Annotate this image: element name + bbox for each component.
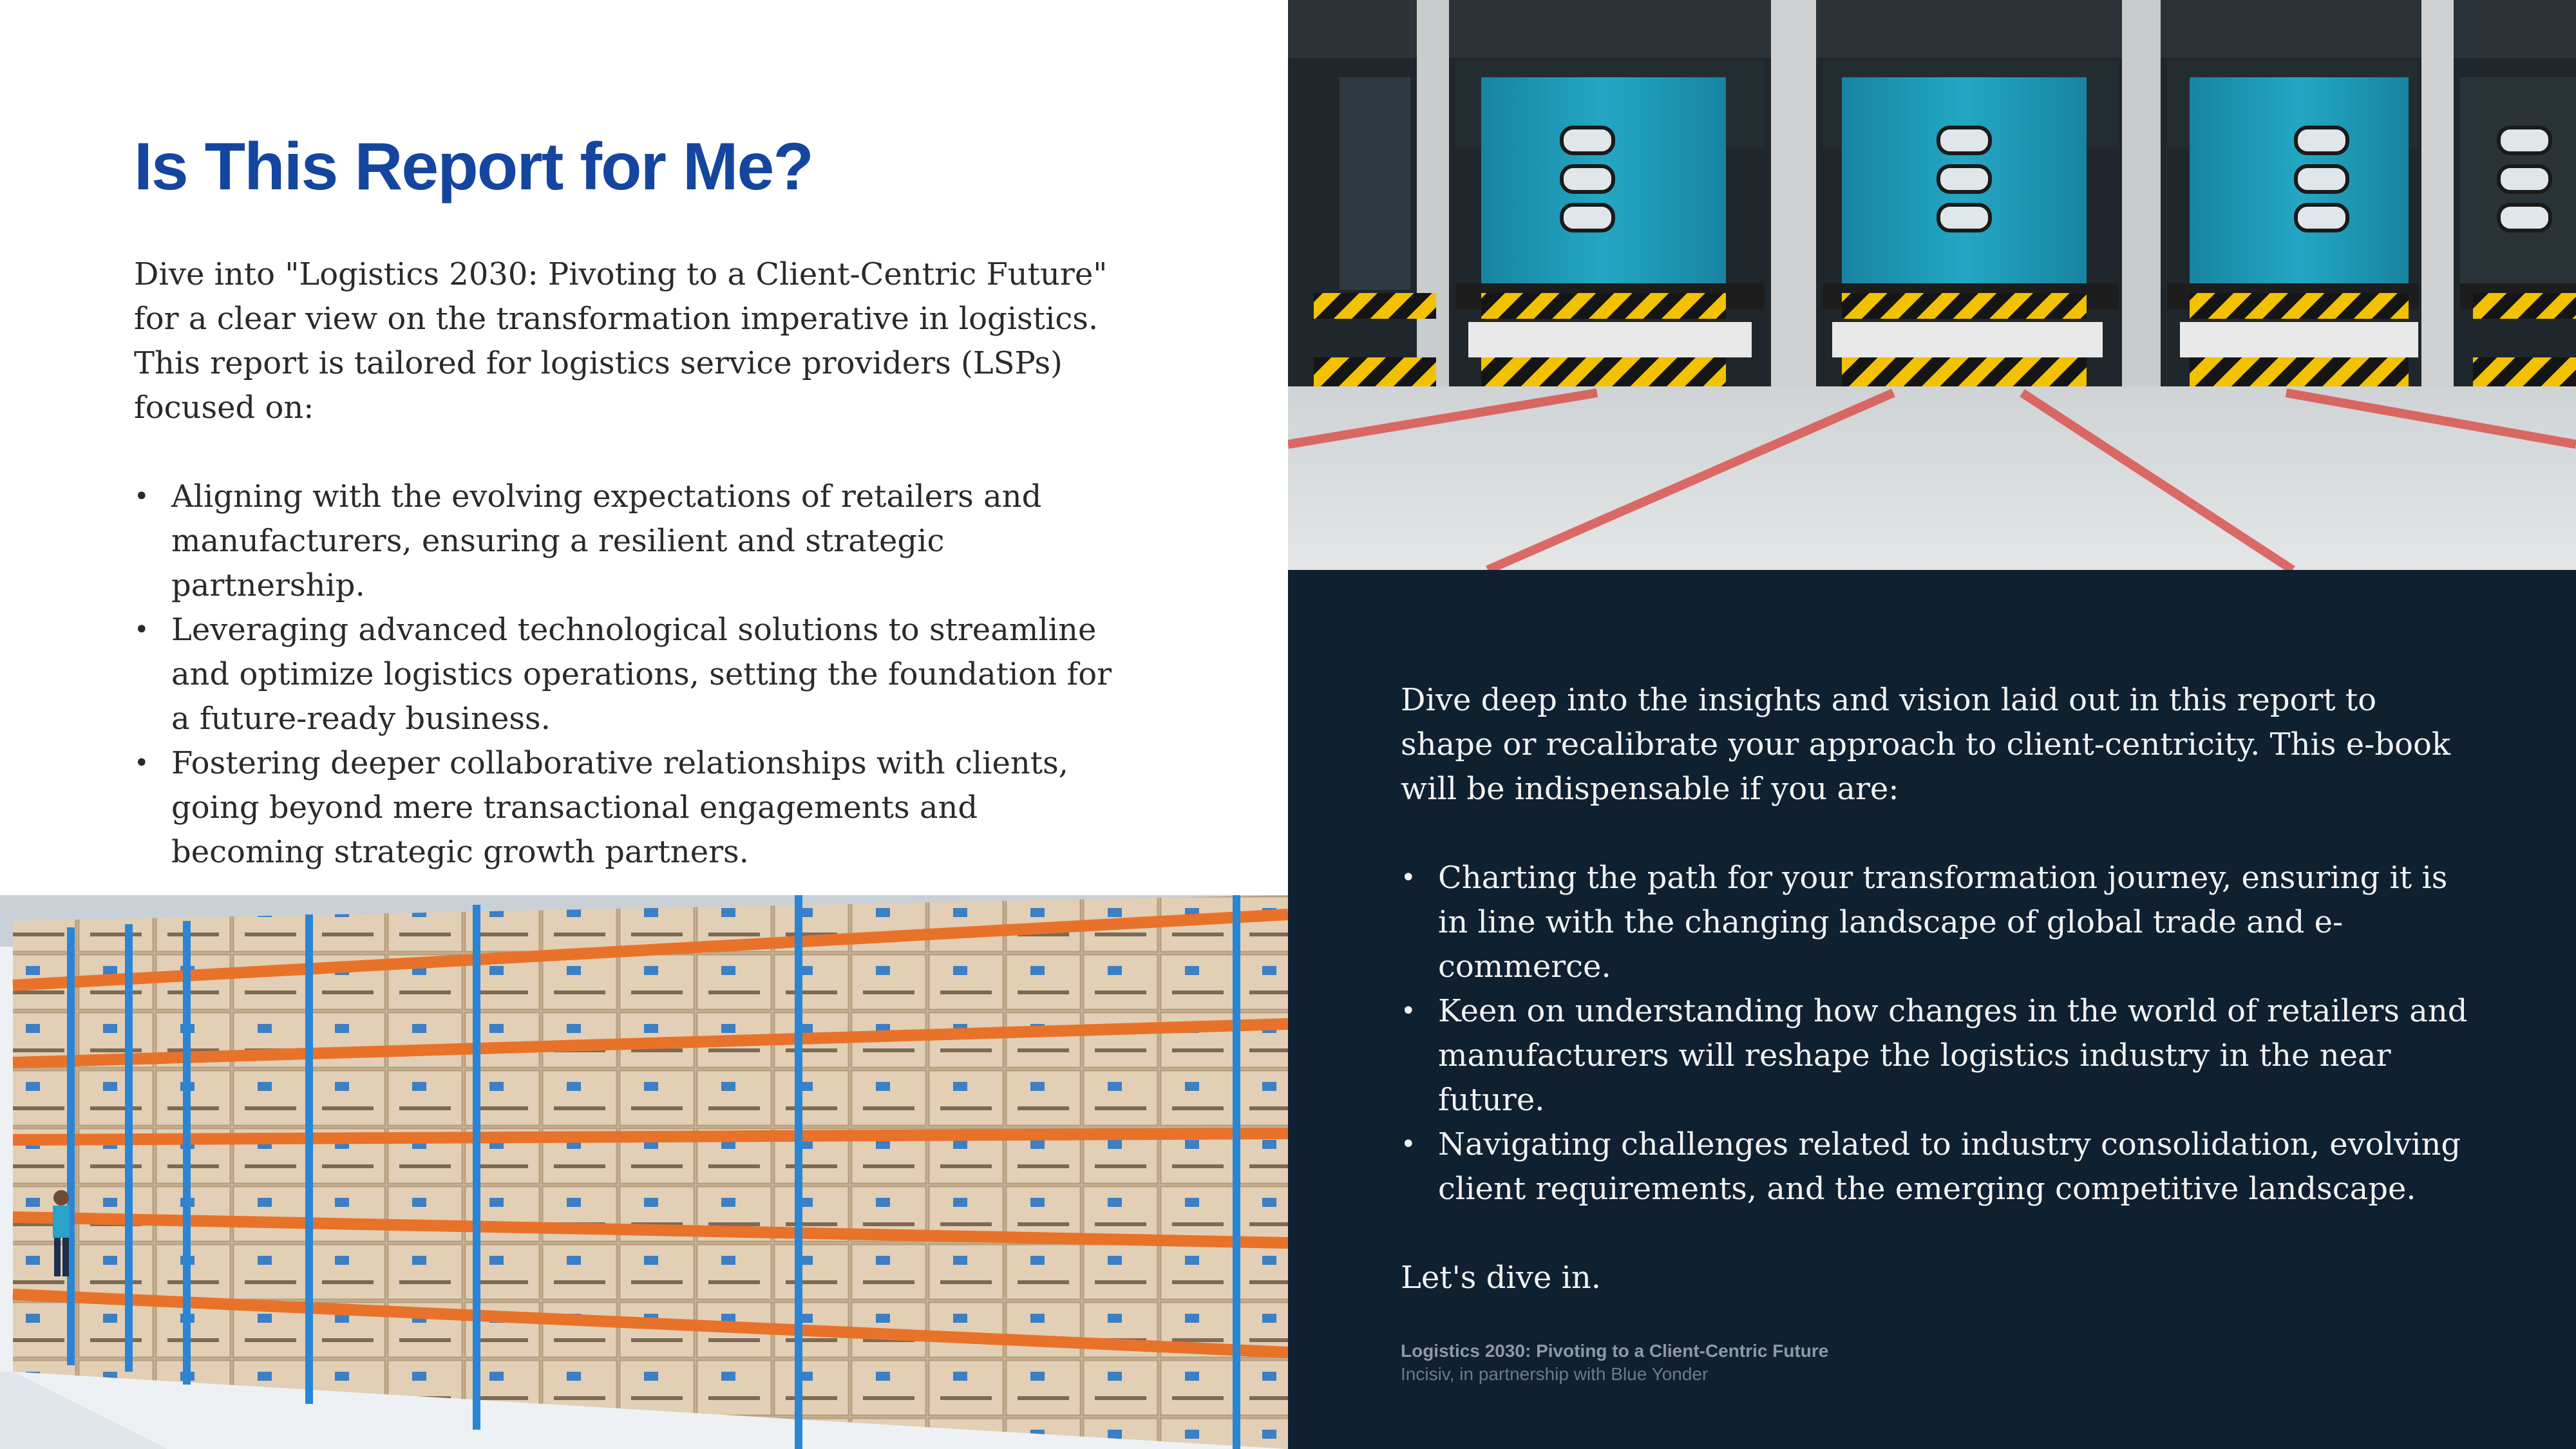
bullet-icon: •	[1401, 863, 1416, 893]
closing-line: Let's dive in.	[1401, 1260, 1602, 1296]
audience-bullet-list	[1401, 856, 2470, 1211]
bullet-icon: •	[1401, 996, 1416, 1026]
focus-bullet-list	[134, 475, 1126, 875]
loading-docks-photo	[1288, 0, 2576, 570]
bullet-item: • Aligning with the evolving expectations of retailers and manufacturers, ensuring a resilient and strategic partnership.	[134, 475, 1126, 608]
details-body	[1401, 678, 2470, 1300]
intro-body	[134, 252, 1126, 875]
intro-panel	[0, 0, 1288, 895]
footer-subtitle: Incisiv, in partnership with Blue Yonder	[1401, 1364, 1709, 1384]
intro-paragraph: Dive into "Logistics 2030: Pivoting to a Client-Centric Future" for a clear view on the transformation imperative in logistics. This report is tailored for logistics service providers (LSPs) focused on:	[134, 256, 1108, 426]
details-paragraph: Dive deep into the insights and vision laid out in this report to shape or recalibrate your approach to client-centricity. This e-book will be indispensable if you are:	[1401, 682, 2451, 807]
warehouse-shelves-photo	[0, 895, 1288, 1449]
bullet-icon: •	[134, 482, 149, 511]
bullet-item: • Charting the path for your transformation journey, ensuring it is in line with the changing landscape of global trade and e-commerce.	[1401, 856, 2470, 989]
bullet-item: • Fostering deeper collaborative relationships with clients, going beyond mere transactional engagements and becoming strategic growth partners.	[134, 741, 1126, 875]
report-footer	[1401, 1340, 1828, 1386]
bullet-item: • Leveraging advanced technological solutions to streamline and optimize logistics operations, setting the foundation for a future-ready business.	[134, 608, 1126, 741]
page-title: Is This Report for Me?	[134, 129, 813, 204]
bullet-icon: •	[134, 615, 149, 645]
bullet-icon: •	[1401, 1130, 1416, 1159]
footer-title: Logistics 2030: Pivoting to a Client-Centric Future	[1401, 1341, 1829, 1361]
bullet-item: • Navigating challenges related to industry consolidation, evolving client requirements, and the emerging competitive landscape.	[1401, 1122, 2470, 1211]
bullet-icon: •	[134, 748, 149, 778]
details-panel	[1288, 570, 2576, 1449]
bullet-item: • Keen on understanding how changes in the world of retailers and manufacturers will reshape the logistics industry in the near future.	[1401, 989, 2470, 1122]
